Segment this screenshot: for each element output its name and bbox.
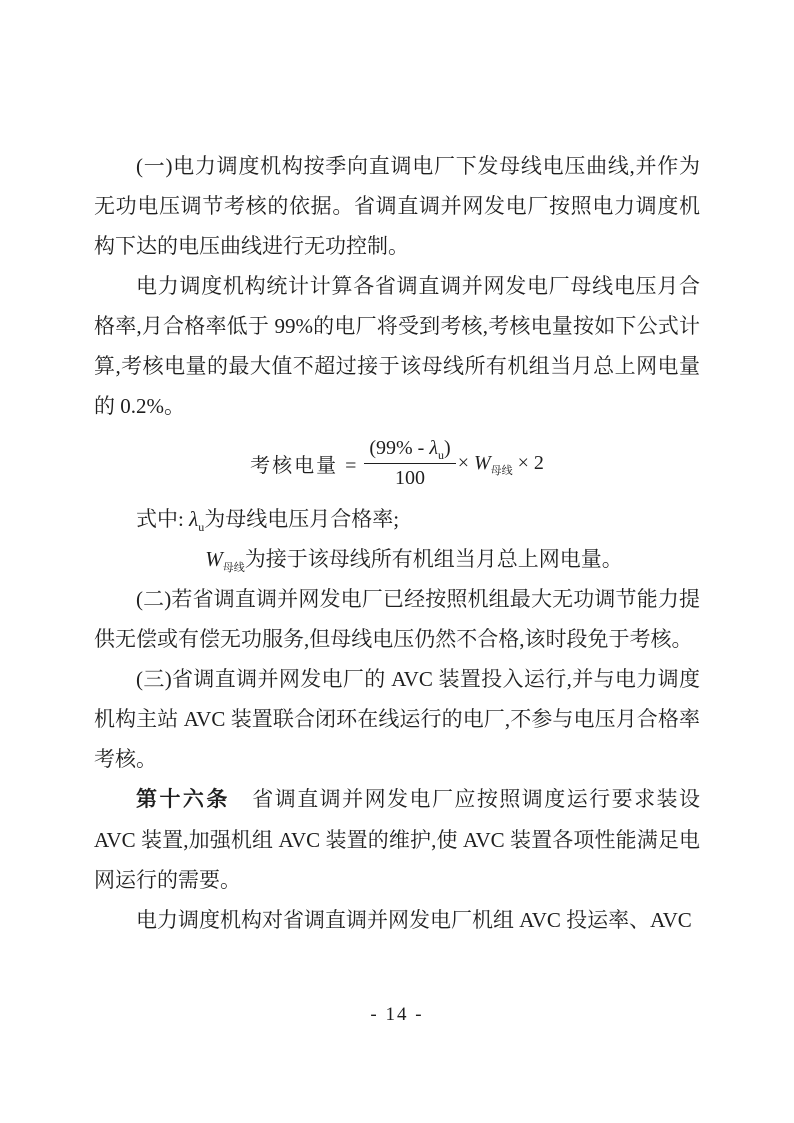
paragraph-item-3-avc-closed-loop: (三)省调直调并网发电厂的 AVC 装置投入运行,并与电力调度机构主站 AVC 装置联合闭环在线运行的电厂,不参与电压月合格率考核。 xyxy=(94,667,700,771)
formula-numerator-prefix: (99% - xyxy=(369,437,430,459)
w-definition-text: 为接于该母线所有机组当月总上网电量。 xyxy=(244,547,623,571)
w-subscript: 母线 xyxy=(490,465,513,477)
formula-where-lambda-definition xyxy=(94,499,700,539)
formula-fraction xyxy=(364,436,455,491)
formula-lhs: 考核电量 = xyxy=(250,455,359,477)
paragraph-avc-commissioning-rate: 电力调度机构对省调直调并网发电厂机组 AVC 投运率、AVC xyxy=(136,908,692,932)
paragraph-monthly-pass-rate: 电力调度机构统计计算各省调直调并网发电厂母线电压月合格率,月合格率低于 99%的电厂将受到考核,考核电量按如下公式计算,考核电量的最大值不超过接于该母线所有机组当月总上网电量的 0.2%。 xyxy=(94,274,700,418)
formula-numerator xyxy=(364,436,455,464)
formula-rhs xyxy=(458,452,544,475)
lambda-symbol: λ xyxy=(429,437,439,459)
lambda-subscript: u xyxy=(438,448,445,462)
paragraph-item-1-voltage-curve: (一)电力调度机构按季向直调电厂下发母线电压曲线,并作为无功电压调节考核的依据。省调直调并网发电厂按照电力调度机构下达的电压曲线进行无功控制。 xyxy=(94,154,700,258)
article-16-heading: 第十六条 xyxy=(136,788,230,811)
w-symbol: W xyxy=(473,452,491,474)
w-subscript: 母线 xyxy=(222,562,245,575)
where-label: 式中: xyxy=(136,507,190,531)
paragraph-article-16 xyxy=(94,779,700,900)
document-body xyxy=(94,146,700,940)
formula-numerator-suffix: ) xyxy=(444,437,451,459)
paragraph-item-2-exemption: (二)若省调直调并网发电厂已经按照机组最大无功调节能力提供无偿或有偿无功服务,但母线电压仍然不合格,该时段免于考核。 xyxy=(94,587,700,651)
times-two: × 2 xyxy=(512,452,544,474)
formula-where-w-definition xyxy=(94,539,700,579)
multiply-sign: × xyxy=(457,452,474,474)
lambda-subscript: u xyxy=(198,520,205,535)
page-number: - 14 - xyxy=(370,1004,424,1025)
formula-denominator: 100 xyxy=(395,467,426,489)
assessment-energy-formula xyxy=(94,436,700,491)
lambda-definition-text: 为母线电压月合格率; xyxy=(204,507,400,531)
w-symbol: W xyxy=(205,547,223,571)
lambda-symbol: λ xyxy=(189,507,199,531)
article-16-body: 省调直调并网发电厂应按照调度运行要求装设 AVC 装置,加强机组 AVC 装置的维护,使 AVC 装置各项性能满足电网运行的需要。 xyxy=(94,787,701,892)
